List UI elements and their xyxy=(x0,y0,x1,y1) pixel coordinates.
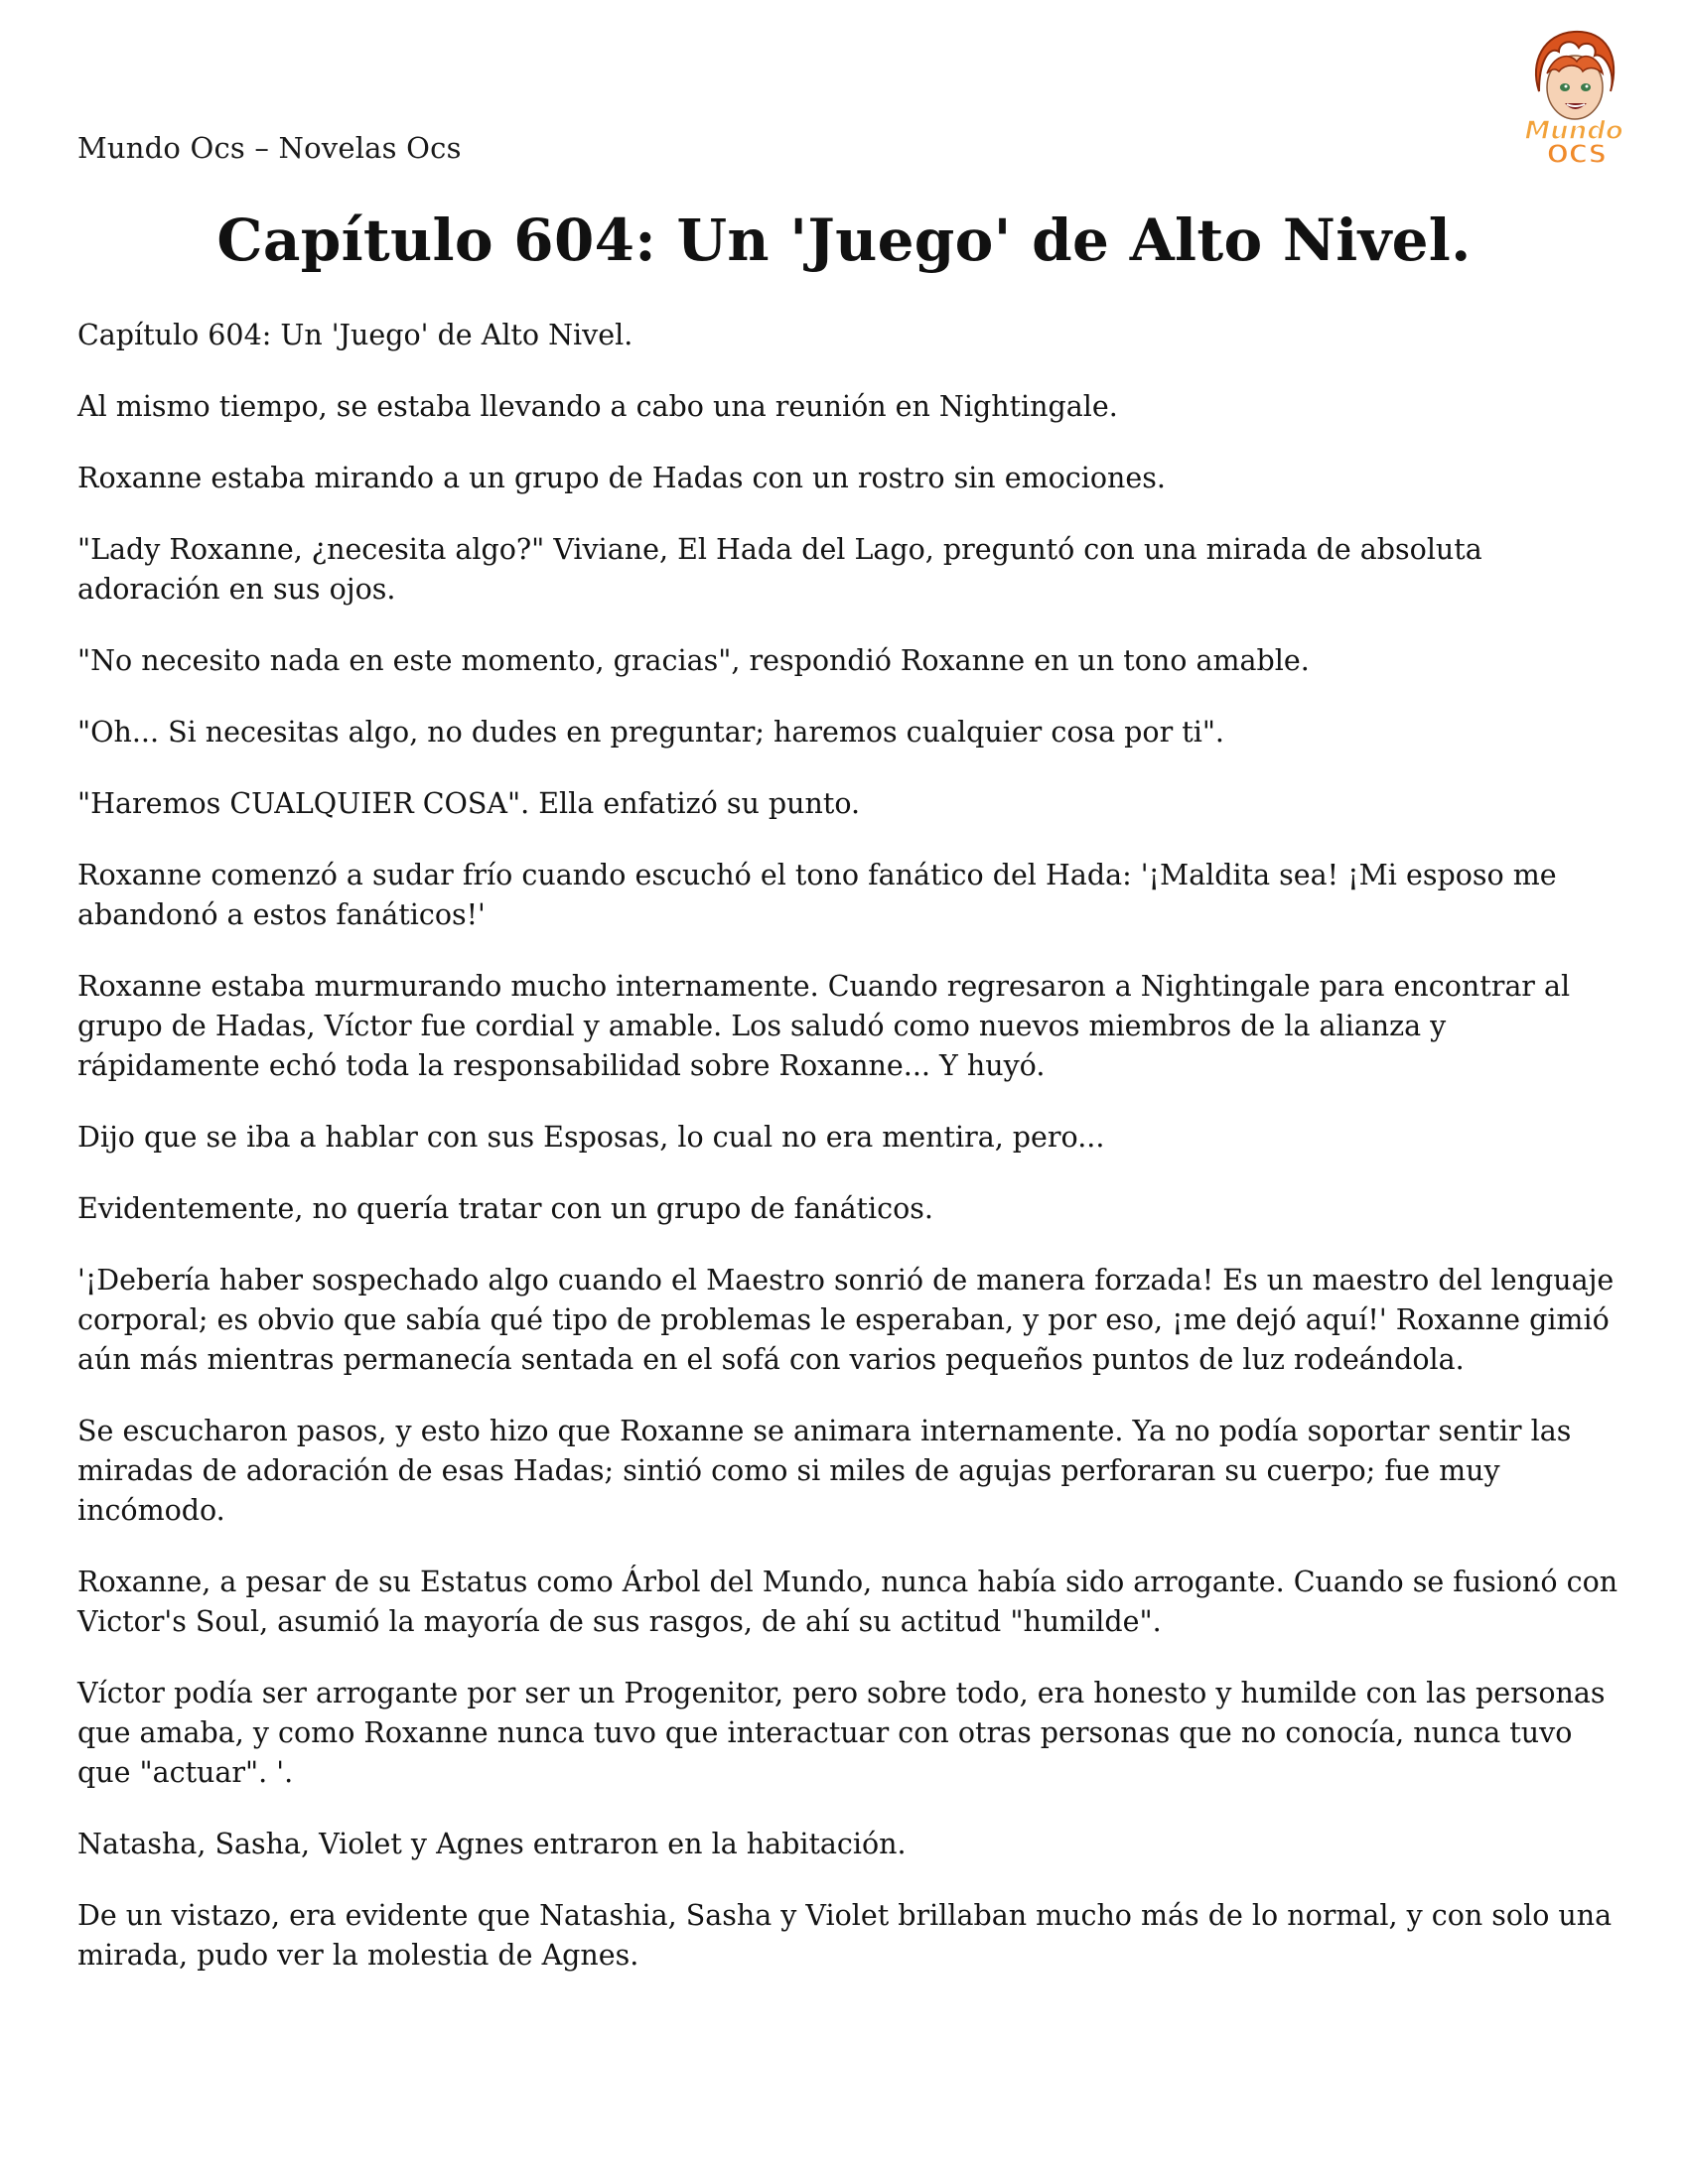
paragraph: Se escucharon pasos, y esto hizo que Roxanne se animara internamente. Ya no podía soportar sentir las miradas de adoración de esas Hadas; sintió como si miles de agujas perforaran su cuerpo; fue muy incómodo. xyxy=(77,1415,1572,1527)
paragraph: "Oh... Si necesitas algo, no dudes en preguntar; haremos cualquier cosa por ti". xyxy=(77,716,1224,749)
paragraph: De un vistazo, era evidente que Natashia, Sasha y Violet brillaban mucho más de lo normal, y con solo una mirada, pudo ver la molestia de Agnes. xyxy=(77,1899,1613,1972)
paragraph: Roxanne, a pesar de su Estatus como Árbol del Mundo, nunca había sido arrogante. Cuando se fusionó con Victor's Soul, asumió la mayoría de sus rasgos, de ahí su actitud "humilde". xyxy=(77,1566,1618,1638)
svg-text:Mundo: Mundo xyxy=(1524,116,1623,146)
paragraph: Roxanne estaba mirando a un grupo de Hadas con un rostro sin emociones. xyxy=(77,462,1166,494)
paragraph: "No necesito nada en este momento, gracias", respondió Roxanne en un tono amable. xyxy=(77,644,1310,677)
paragraph: Evidentemente, no quería tratar con un grupo de fanáticos. xyxy=(77,1192,933,1225)
paragraph: Roxanne comenzó a sudar frío cuando escuchó el tono fanático del Hada: '¡Maldita sea! ¡Mi esposo me abandonó a estos fanáticos!' xyxy=(77,859,1557,931)
chapter-body xyxy=(77,316,1626,2007)
paragraph: Roxanne estaba murmurando mucho internamente. Cuando regresaron a Nightingale para encontrar al grupo de Hadas, Víctor fue cordial y amable. Los saludó como nuevos miembros de la alianza y rápidamente echó toda la responsabilidad sobre Roxanne... Y huyó. xyxy=(77,970,1571,1082)
paragraph: Capítulo 604: Un 'Juego' de Alto Nivel. xyxy=(77,319,633,351)
mundo-ocs-logo-icon xyxy=(1499,22,1648,171)
paragraph: Víctor podía ser arrogante por ser un Progenitor, pero sobre todo, era honesto y humilde con las personas que amaba, y como Roxanne nunca tuvo que interactuar con otras personas que no conocía, nunca tuvo que "actuar". '. xyxy=(77,1677,1606,1789)
paragraph: '¡Debería haber sospechado algo cuando el Maestro sonrió de manera forzada! Es un maestro del lenguaje corporal; es obvio que sabía qué tipo de problemas le esperaban, y por eso, ¡me dejó aquí!' Roxanne gimió aún más mientras permanecía sentada en el sofá con varios pequeños puntos de luz rodeándola. xyxy=(77,1264,1615,1376)
paragraph: Dijo que se iba a hablar con sus Esposas, lo cual no era mentira, pero... xyxy=(77,1121,1105,1154)
paragraph: Natasha, Sasha, Violet y Agnes entraron en la habitación. xyxy=(77,1828,907,1860)
paragraph: Al mismo tiempo, se estaba llevando a cabo una reunión en Nightingale. xyxy=(77,390,1118,423)
paragraph: "Haremos CUALQUIER COSA". Ella enfatizó su punto. xyxy=(77,787,861,820)
svg-text:OCS: OCS xyxy=(1546,140,1608,170)
chapter-title: Capítulo 604: Un 'Juego' de Alto Nivel. xyxy=(216,206,1472,274)
paragraph: "Lady Roxanne, ¿necesita algo?" Viviane, El Hada del Lago, preguntó con una mirada de absoluta adoración en sus ojos. xyxy=(77,533,1482,606)
site-header-text: Mundo Ocs – Novelas Ocs xyxy=(77,131,462,165)
logo-graphic xyxy=(1499,22,1648,171)
